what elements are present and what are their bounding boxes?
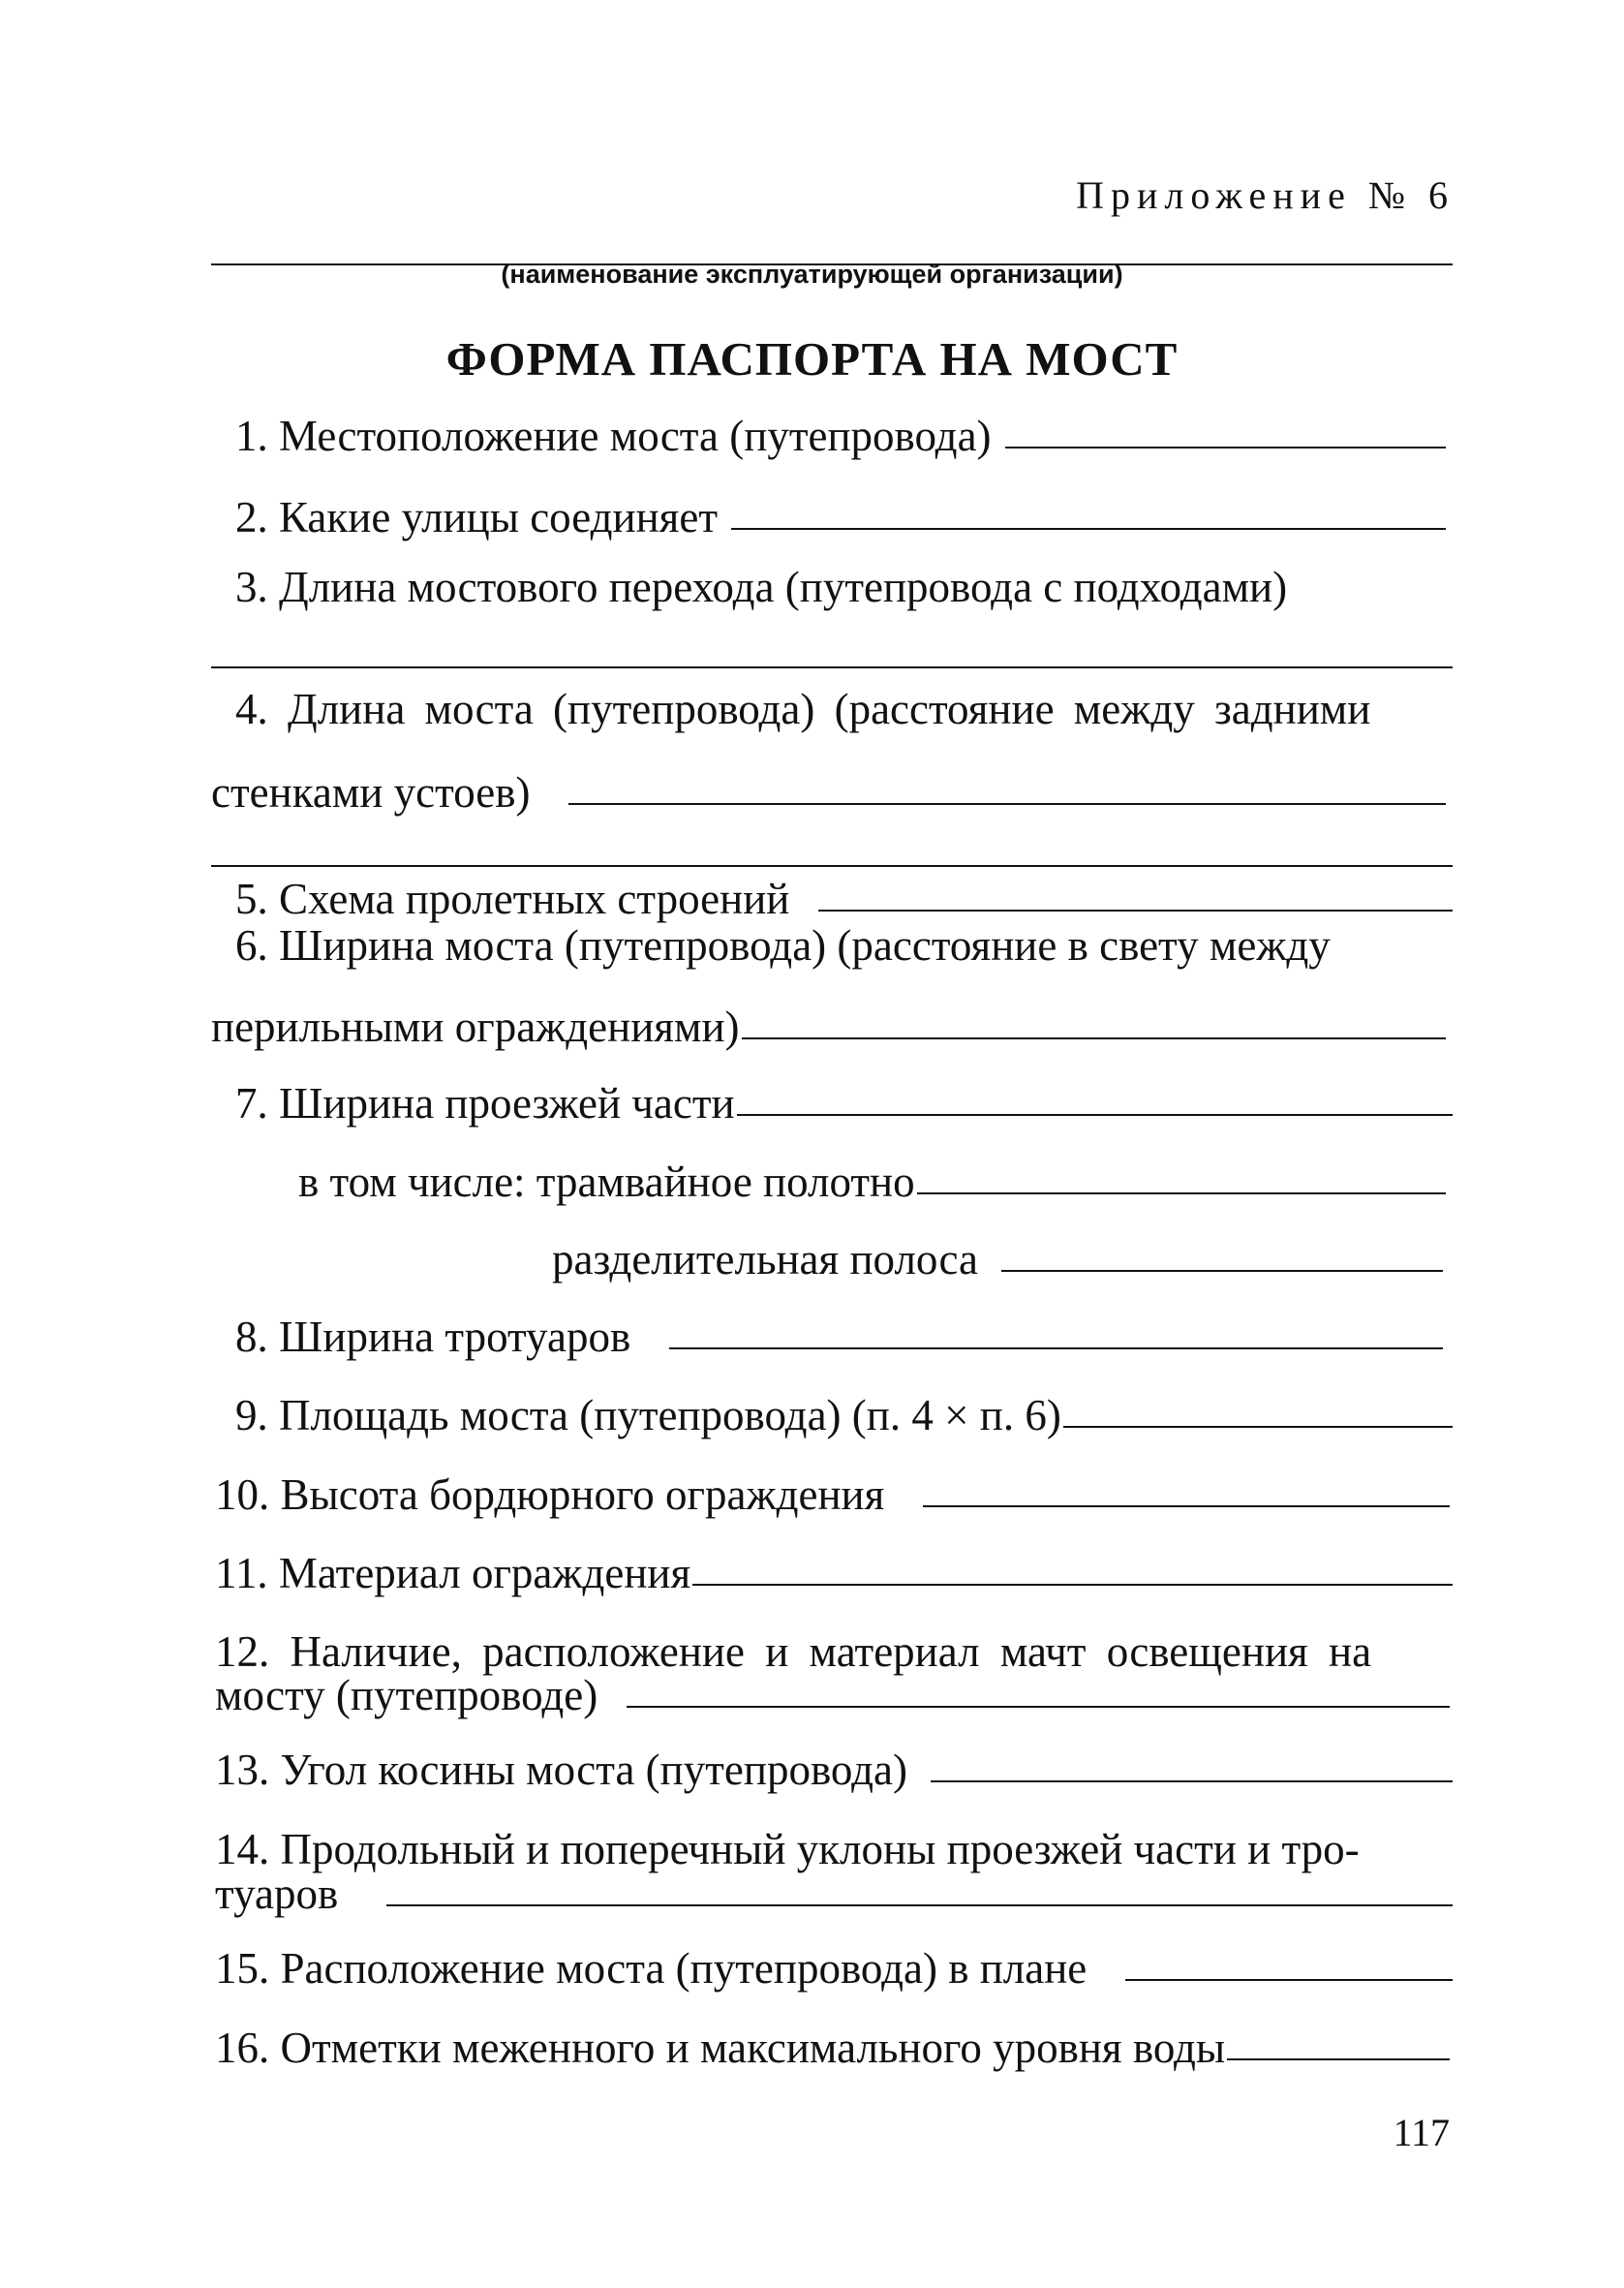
- item-15-label: 15. Расположение моста (путепровода) в плане: [215, 1944, 1088, 1993]
- item-10-label: 10. Высота бордюрного ограждения: [215, 1470, 885, 1519]
- item-7a-label: в том числе: трамвайное полотно: [298, 1158, 915, 1206]
- item-12-row: [215, 1671, 1450, 1719]
- item-13-label: 13. Угол косины моста (путепровода): [215, 1746, 907, 1794]
- item-6-blank: [742, 1037, 1446, 1039]
- item-7a-row: [298, 1160, 1446, 1204]
- item-16-blank: [1227, 2058, 1450, 2060]
- item-14-label-line2: туаров: [215, 1870, 339, 1918]
- item-14-label-line1: 14. Продольный и поперечный уклоны проезжей части и тро-: [215, 1825, 1360, 1873]
- item-4-label-line1: 4. Длина моста (путепровода) (расстояние между задними: [235, 685, 1371, 733]
- item-5-blank: [818, 910, 1453, 912]
- item-3-label: 3. Длина мостового перехода (путепровода с подходами): [235, 563, 1288, 611]
- item-6-row: [211, 1005, 1446, 1049]
- item-7b-row: [552, 1235, 1443, 1283]
- appendix-label: Приложение № 6: [1076, 173, 1455, 217]
- item-2-blank: [731, 528, 1446, 530]
- item-1-label: 1. Местоположение моста (путепровода): [235, 412, 992, 460]
- item-11-blank: [692, 1584, 1453, 1586]
- item-13-blank: [931, 1780, 1453, 1782]
- item-4-extra-line: [211, 865, 1453, 867]
- item-10-row: [215, 1470, 1450, 1519]
- item-7-blank: [737, 1114, 1453, 1116]
- item-4-row: [211, 768, 1446, 817]
- item-3-blank: [211, 666, 1453, 668]
- item-1-row: [235, 412, 1446, 460]
- item-9-row: [235, 1391, 1453, 1439]
- page-number: 117: [1393, 2111, 1450, 2154]
- item-4-blank: [568, 803, 1446, 805]
- item-6-label-line2: перильными ограждениями): [211, 1003, 740, 1051]
- item-9-label: 9. Площадь моста (путепровода) (п. 4 × п. 6): [235, 1391, 1061, 1439]
- item-12-label-line2: мосту (путепроводе): [215, 1671, 598, 1719]
- org-caption: (наименование эксплуатирующей организации): [501, 260, 1123, 289]
- item-16-row: [215, 2026, 1450, 2070]
- item-11-label: 11. Материал ограждения: [215, 1549, 691, 1597]
- item-11-row: [215, 1549, 1453, 1597]
- item-12-blank: [627, 1706, 1450, 1708]
- item-2-row: [235, 493, 1446, 541]
- item-5-row: [235, 875, 1453, 923]
- item-7b-label: разделительная полоса: [552, 1235, 979, 1283]
- item-7b-blank: [1001, 1270, 1443, 1272]
- item-8-blank: [669, 1347, 1443, 1349]
- item-16-label: 16. Отметки меженного и максимального уровня воды: [215, 2024, 1226, 2072]
- item-8-label: 8. Ширина тротуаров: [235, 1313, 631, 1361]
- item-12-label-line1: 12. Наличие, расположение и материал мачт освещения на: [215, 1627, 1372, 1676]
- item-1-blank: [1005, 447, 1446, 448]
- item-15-row: [215, 1944, 1453, 1993]
- item-7a-blank: [917, 1192, 1446, 1194]
- item-6-label-line1: 6. Ширина моста (путепровода) (расстояние в свету между: [235, 921, 1331, 970]
- item-13-row: [215, 1748, 1453, 1792]
- item-14-blank: [386, 1904, 1453, 1906]
- page-title: ФОРМА ПАСПОРТА НА МОСТ: [445, 332, 1179, 386]
- item-9-blank: [1063, 1426, 1453, 1428]
- item-7-row: [235, 1079, 1453, 1128]
- item-4-label-line2: стенками устоев): [211, 768, 531, 817]
- item-2-label: 2. Какие улицы соединяет: [235, 493, 718, 541]
- item-10-blank: [923, 1505, 1450, 1507]
- item-8-row: [235, 1315, 1443, 1359]
- item-14-row: [215, 1872, 1453, 1916]
- item-15-blank: [1125, 1979, 1453, 1981]
- item-5-label: 5. Схема пролетных строений: [235, 875, 790, 923]
- item-7-label: 7. Ширина проезжей части: [235, 1079, 735, 1128]
